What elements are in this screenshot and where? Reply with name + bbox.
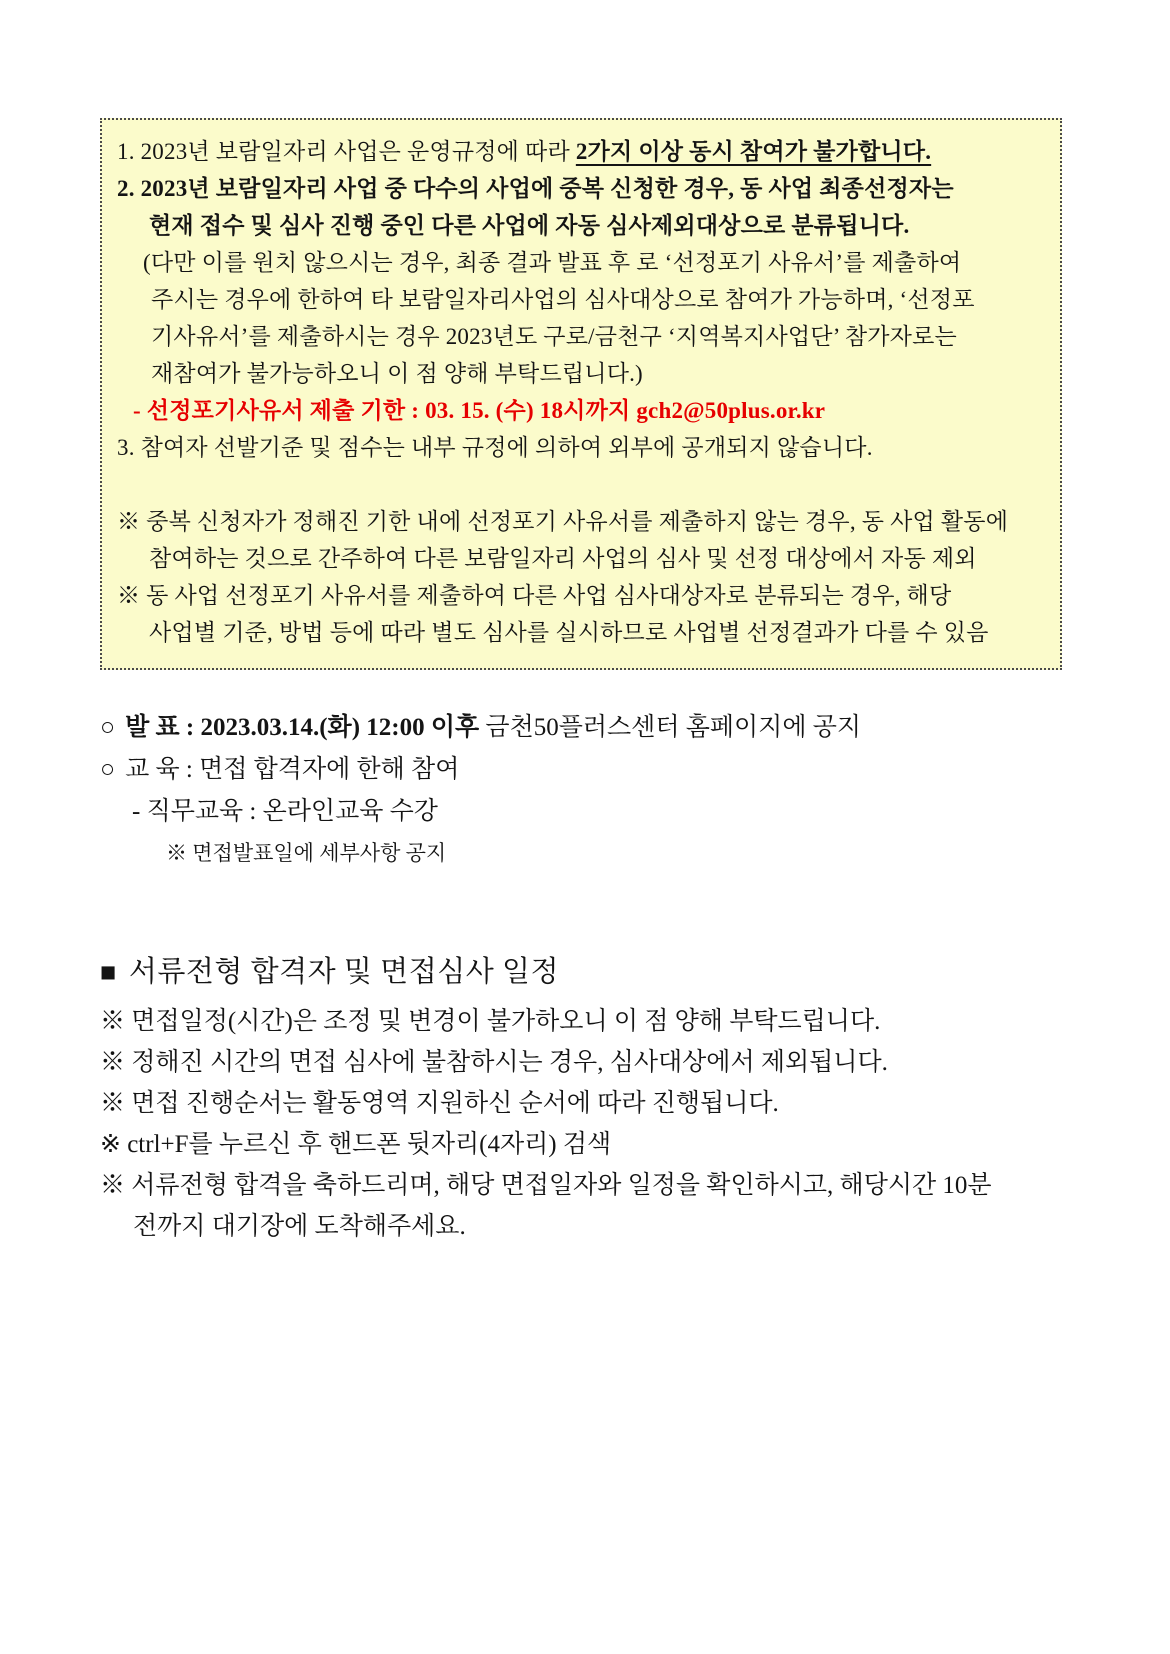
notice-footnote-2-line-1: ※ 동 사업 선정포기 사유서를 제출하여 다른 사업 심사대상자로 분류되는 경우, 해당	[117, 583, 952, 608]
section-title-text: 서류전형 합격자 및 면접심사 일정	[128, 956, 560, 988]
circle-bullet-icon: ○	[100, 756, 116, 783]
square-bullet-icon: ■	[100, 957, 117, 987]
notice-footnote-2-line-2: 사업별 기준, 방법 등에 따라 별도 심사를 실시하므로 사업별 선정결과가 다를 수 있음	[149, 620, 989, 645]
interview-note: ※ 정해진 시간의 면접 심사에 불참하시는 경우, 심사대상에서 제외됩니다.	[100, 1049, 888, 1076]
education-sub-item: - 직무교육 : 온라인교육 수강	[132, 798, 438, 825]
interview-note: ※ ctrl+F를 누르신 후 핸드폰 뒷자리(4자리) 검색	[100, 1131, 612, 1158]
notice-item-2-line-2: 현재 접수 및 심사 진행 중인 다른 사업에 자동 심사제외대상으로 분류됩니다.	[149, 213, 910, 238]
notice-item-1-emphasis: 2가지 이상 동시 참여가 불가합니다.	[575, 139, 932, 164]
announcement-date-text: 발 표 : 2023.03.14.(화) 12:00 이후	[125, 714, 480, 741]
education-footnote: ※ 면접발표일에 세부사항 공지	[166, 841, 447, 865]
announcement-line	[100, 707, 1070, 749]
interview-note: ※ 면접일정(시간)은 조정 및 변경이 불가하오니 이 점 양해 부탁드립니다.	[100, 1008, 881, 1035]
notice-footnote-1-line-2: 참여하는 것으로 간주하여 다른 보람일자리 사업의 심사 및 선정 대상에서 자동 제외	[149, 546, 977, 571]
interview-note-continuation: 전까지 대기장에 도착해주세요.	[133, 1213, 466, 1240]
notice-deadline-note: - 선정포기사유서 제출 기한 : 03. 15. (수) 18시까지 gch2@50plus.or.kr	[133, 398, 826, 423]
education-text: 교 육 : 면접 합격자에 한해 참여	[125, 756, 460, 783]
notice-parenthetical-line-3: 기사유서’를 제출하시는 경우 2023년도 구로/금천구 ‘지역복지사업단’ 참가자로는	[151, 324, 957, 349]
education-line	[100, 749, 1070, 791]
circle-bullet-icon: ○	[100, 714, 116, 741]
notice-item-3: 3. 참여자 선발기준 및 점수는 내부 규정에 의하여 외부에 공개되지 않습니다.	[117, 435, 873, 460]
interview-notes	[100, 1001, 1070, 1247]
notice-parenthetical-line-1: (다만 이를 원치 않으시는 경우, 최종 결과 발표 후 로 ‘선정포기 사유서’를 제출하여	[143, 250, 962, 275]
notice-item-1	[117, 133, 1044, 170]
announcement-block	[100, 707, 1070, 873]
section-title	[100, 949, 1070, 995]
interview-note: ※ 면접 진행순서는 활동영역 지원하신 순서에 따라 진행됩니다.	[100, 1090, 779, 1117]
notice-blank-line	[117, 466, 1044, 503]
notice-parenthetical-line-4: 재참여가 불가능하오니 이 점 양해 부탁드립니다.)	[151, 361, 643, 386]
notice-footnote-1-line-1: ※ 중복 신청자가 정해진 기한 내에 선정포기 사유서를 제출하지 않는 경우, 동 사업 활동에	[117, 509, 1009, 534]
notice-item-1-text: 1. 2023년 보람일자리 사업은 운영규정에 따라	[117, 139, 576, 164]
interview-note: ※ 서류전형 합격을 축하드리며, 해당 면접일자와 일정을 확인하시고, 해당시간 10분	[100, 1172, 992, 1199]
notice-parenthetical-line-2: 주시는 경우에 한하여 타 보람일자리사업의 심사대상으로 참여가 가능하며, ‘선정포	[151, 287, 975, 312]
interview-section	[100, 949, 1070, 1247]
announcement-location-text: 금천50플러스센터 홈페이지에 공지	[479, 714, 862, 741]
notice-highlight-box	[100, 118, 1062, 670]
notice-item-2-line-1: 2. 2023년 보람일자리 사업 중 다수의 사업에 중복 신청한 경우, 동 사업 최종선정자는	[117, 176, 954, 201]
